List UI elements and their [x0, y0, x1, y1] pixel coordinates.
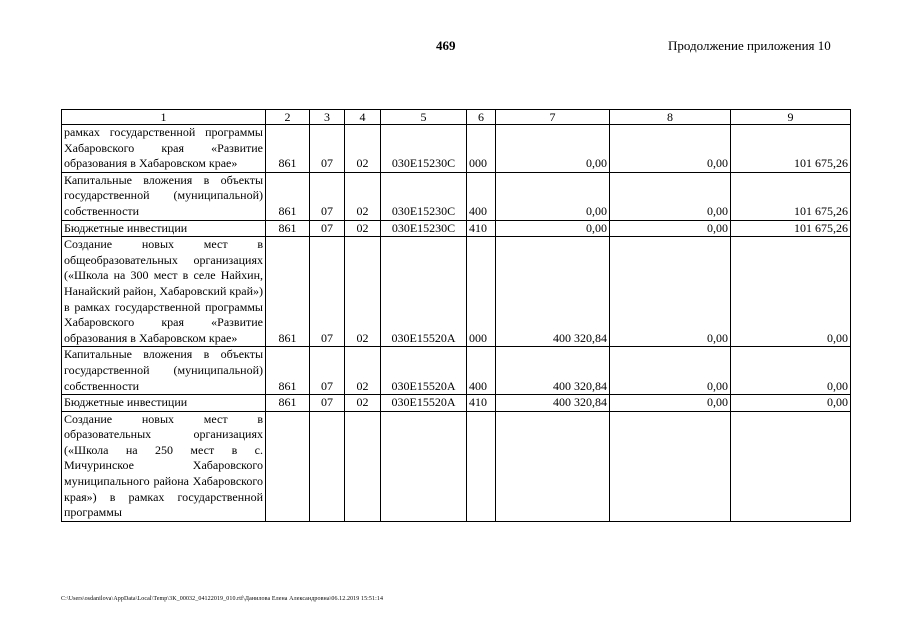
- cell-section: 07: [310, 220, 345, 237]
- column-header: 7: [496, 110, 610, 125]
- cell-amount-3: 101 675,26: [731, 172, 851, 220]
- cell-chapter: 861: [266, 125, 310, 173]
- cell-target-article: 030E15230C: [381, 172, 467, 220]
- footer-file-path: C:\Users\osdanilova\AppData\Local\Temp\3K_00032_04122019_010.rtf\Данилова Елена Александровна\06.12.2019 15:51:14: [61, 596, 384, 602]
- cell-expense-type: 000: [467, 125, 496, 173]
- cell-chapter: 861: [266, 395, 310, 412]
- cell-subsection: 02: [345, 347, 381, 395]
- cell-section: [310, 411, 345, 521]
- row-name: рамках государственной программы Хабаровского края «Развитие образования в Хабаровском крае»: [62, 125, 266, 173]
- row-name: Создание новых мест в общеобразовательных организациях («Школа на 300 мест в селе Найхин, Нанайский район, Хабаровский край») в рамках государственной программы Хабаровского края «Развитие образования в Хабаровском крае»: [62, 237, 266, 347]
- column-header: 4: [345, 110, 381, 125]
- cell-target-article: 030E15520A: [381, 395, 467, 412]
- cell-expense-type: [467, 411, 496, 521]
- column-header: 1: [62, 110, 266, 125]
- cell-amount-1: 400 320,84: [496, 237, 610, 347]
- cell-amount-3: 101 675,26: [731, 220, 851, 237]
- table-row: [62, 395, 851, 412]
- cell-section: 07: [310, 395, 345, 412]
- cell-chapter: 861: [266, 172, 310, 220]
- row-name: Бюджетные инвестиции: [62, 395, 266, 412]
- column-header: 9: [731, 110, 851, 125]
- row-name: Бюджетные инвестиции: [62, 220, 266, 237]
- cell-subsection: 02: [345, 237, 381, 347]
- column-header: 3: [310, 110, 345, 125]
- cell-target-article: 030E15520A: [381, 237, 467, 347]
- cell-amount-2: 0,00: [610, 395, 731, 412]
- cell-amount-3: 0,00: [731, 395, 851, 412]
- cell-chapter: 861: [266, 220, 310, 237]
- cell-amount-3: [731, 411, 851, 521]
- column-header: 8: [610, 110, 731, 125]
- cell-target-article: 030E15230C: [381, 125, 467, 173]
- table-row: [62, 172, 851, 220]
- cell-expense-type: 410: [467, 220, 496, 237]
- cell-amount-3: 101 675,26: [731, 125, 851, 173]
- cell-subsection: 02: [345, 172, 381, 220]
- cell-chapter: 861: [266, 237, 310, 347]
- cell-amount-2: 0,00: [610, 237, 731, 347]
- cell-target-article: 030E15230C: [381, 220, 467, 237]
- table-row: [62, 347, 851, 395]
- cell-amount-1: 0,00: [496, 220, 610, 237]
- cell-amount-2: 0,00: [610, 125, 731, 173]
- budget-table: [61, 109, 851, 522]
- cell-amount-2: 0,00: [610, 347, 731, 395]
- cell-chapter: 861: [266, 347, 310, 395]
- cell-amount-1: 0,00: [496, 172, 610, 220]
- cell-target-article: [381, 411, 467, 521]
- cell-subsection: 02: [345, 125, 381, 173]
- cell-amount-1: 0,00: [496, 125, 610, 173]
- table-row: [62, 411, 851, 521]
- row-name: Создание новых мест в образовательных организациях («Школа на 250 мест в с. Мичуринское Хабаровского муниципального района Хабаровского края») в рамках государственной программы: [62, 411, 266, 521]
- cell-subsection: 02: [345, 395, 381, 412]
- cell-amount-1: 400 320,84: [496, 347, 610, 395]
- table-row: [62, 237, 851, 347]
- cell-amount-1: [496, 411, 610, 521]
- cell-section: 07: [310, 347, 345, 395]
- column-header: 6: [467, 110, 496, 125]
- page-number: 469: [436, 38, 456, 53]
- cell-expense-type: 400: [467, 347, 496, 395]
- table-header-row: [62, 110, 851, 125]
- cell-subsection: 02: [345, 220, 381, 237]
- cell-amount-1: 400 320,84: [496, 395, 610, 412]
- cell-amount-2: 0,00: [610, 220, 731, 237]
- row-name: Капитальные вложения в объекты государственной (муниципальной) собственности: [62, 172, 266, 220]
- cell-section: 07: [310, 237, 345, 347]
- column-header: 2: [266, 110, 310, 125]
- cell-amount-2: [610, 411, 731, 521]
- cell-expense-type: 000: [467, 237, 496, 347]
- column-header: 5: [381, 110, 467, 125]
- cell-target-article: 030E15520A: [381, 347, 467, 395]
- cell-subsection: [345, 411, 381, 521]
- cell-chapter: [266, 411, 310, 521]
- cell-section: 07: [310, 125, 345, 173]
- cell-section: 07: [310, 172, 345, 220]
- cell-amount-3: 0,00: [731, 237, 851, 347]
- table-row: [62, 220, 851, 237]
- appendix-note: Продолжение приложения 10: [668, 38, 831, 53]
- cell-amount-3: 0,00: [731, 347, 851, 395]
- cell-amount-2: 0,00: [610, 172, 731, 220]
- cell-expense-type: 410: [467, 395, 496, 412]
- cell-expense-type: 400: [467, 172, 496, 220]
- row-name: Капитальные вложения в объекты государственной (муниципальной) собственности: [62, 347, 266, 395]
- table-row: [62, 125, 851, 173]
